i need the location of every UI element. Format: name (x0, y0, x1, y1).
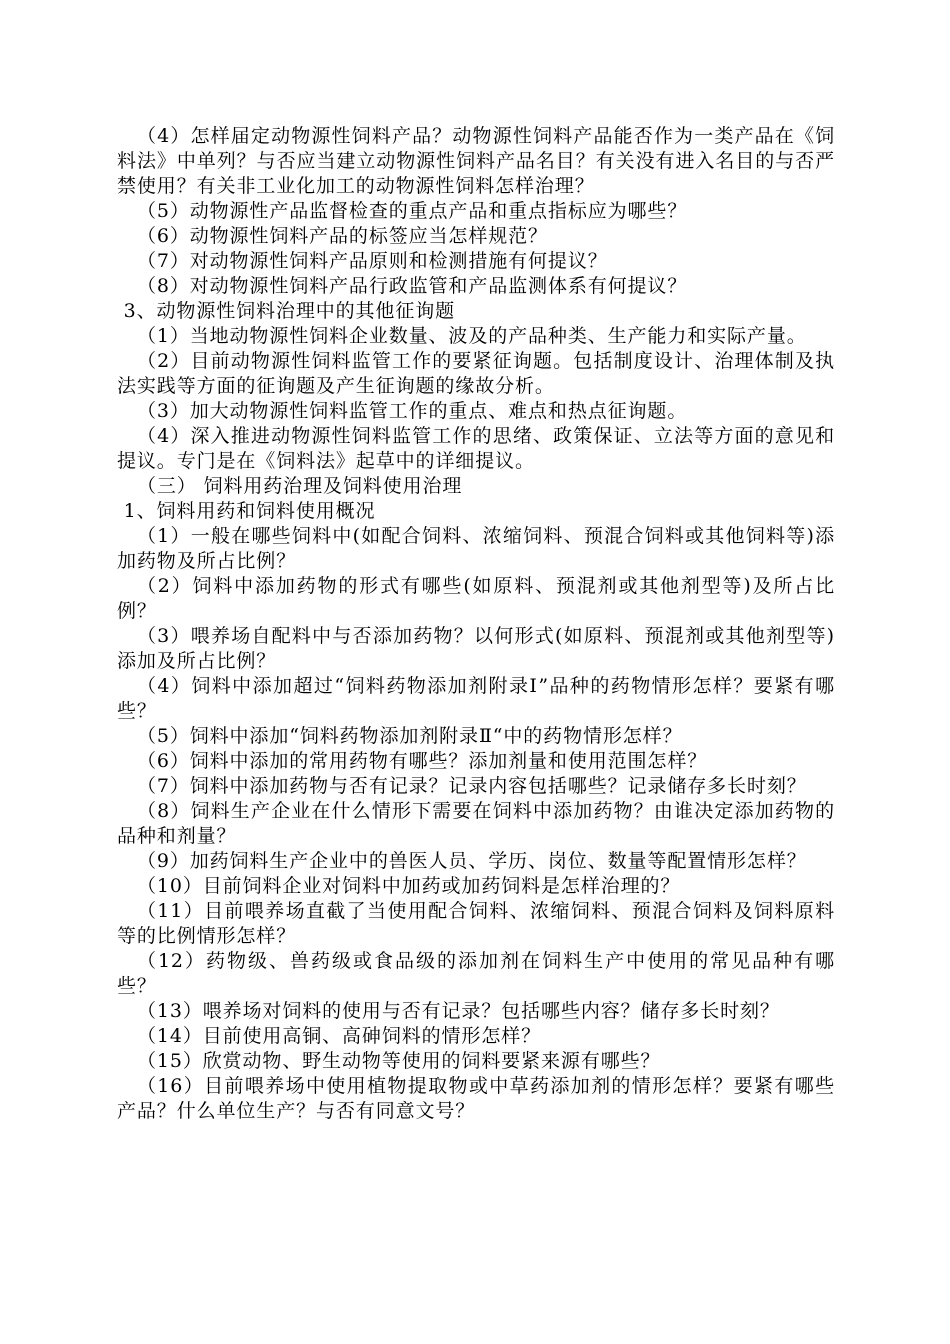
paragraph: （6）饲料中添加的常用药物有哪些？添加剂量和使用范围怎样？ (136, 750, 708, 772)
document-body (117, 124, 835, 1124)
paragraph: （9）加药饲料生产企业中的兽医人员、学历、岗位、数量等配置情形怎样？ (136, 850, 807, 872)
paragraph: （2）目前动物源性饲料监管工作的要紧征询题。包括制度设计、治理体制及执法实践等方面的征询题及产生征询题的缘故分析。 (117, 350, 835, 397)
paragraph: （1）当地动物源性饲料企业数量、波及的产品种类、生产能力和实际产量。 (136, 325, 807, 347)
section-heading: 3、动物源性饲料治理中的其他征询题 (123, 300, 456, 322)
paragraph: （10）目前饲料企业对饲料中加药或加药饲料是怎样治理的？ (136, 875, 681, 897)
paragraph: （8）饲料生产企业在什么情形下需要在饲料中添加药物？由谁决定添加药物的品种和剂量？ (117, 800, 835, 847)
paragraph: （1）一般在哪些饲料中(如配合饲料、浓缩饲料、预混合饲料或其他饲料等)添加药物及所占比例？ (117, 525, 835, 572)
paragraph: （7）饲料中添加药物与否有记录？记录内容包括哪些？记录储存多长时刻？ (136, 775, 807, 797)
paragraph: （15）欣赏动物、野生动物等使用的饲料要紧来源有哪些？ (136, 1050, 661, 1072)
section-heading: 1、饲料用药和饲料使用概况 (123, 500, 376, 522)
paragraph: （3）喂养场自配料中与否添加药物？以何形式(如原料、预混剂或其他剂型等) 添加及所占比例？ (117, 625, 835, 672)
paragraph: （13）喂养场对饲料的使用与否有记录？包括哪些内容？储存多长时刻？ (136, 1000, 780, 1022)
paragraph: （16）目前喂养场中使用植物提取物或中草药添加剂的情形怎样？要紧有哪些产品？什么单位生产？与否有同意文号？ (117, 1075, 835, 1122)
paragraph: （4）怎样届定动物源性饲料产品？动物源性饲料产品能否作为一类产品在《饲料法》中单列？与否应当建立动物源性饲料产品名目？有关没有进入名目的与否严禁使用？有关非工业化加工的动物源性饲料怎样治理？ (117, 125, 835, 197)
paragraph: （7）对动物源性饲料产品原则和检测措施有何提议？ (136, 250, 608, 272)
paragraph: （4）饲料中添加超过“饲料药物添加剂附录Ⅰ”品种的药物情形怎样？要紧有哪些？ (117, 675, 835, 722)
paragraph: （8）对动物源性饲料产品行政监管和产品监测体系有何提议？ (136, 275, 688, 297)
paragraph: （4）深入推进动物源性饲料监管工作的思绪、政策保证、立法等方面的意见和提议。专门是在《饲料法》起草中的详细提议。 (117, 425, 835, 472)
chapter-heading: （三） 饲料用药治理及饲料使用治理 (136, 475, 463, 497)
paragraph: （5）动物源性产品监督检查的重点产品和重点指标应为哪些？ (136, 200, 688, 222)
paragraph: （6）动物源性饲料产品的标签应当怎样规范？ (136, 225, 548, 247)
paragraph: （11）目前喂养场直截了当使用配合饲料、浓缩饲料、预混合饲料及饲料原料等的比例情形怎样？ (117, 900, 835, 947)
paragraph: （12）药物级、兽药级或食品级的添加剂在饲料生产中使用的常见品种有哪些？ (117, 950, 835, 997)
paragraph: （5）饲料中添加“饲料药物添加剂附录Ⅱ“中的药物情形怎样？ (136, 725, 683, 747)
paragraph: （2）饲料中添加药物的形式有哪些(如原料、预混剂或其他剂型等)及所占比例？ (117, 575, 835, 622)
paragraph: （14）目前使用高铜、高砷饲料的情形怎样？ (136, 1025, 542, 1047)
paragraph: （3）加大动物源性饲料监管工作的重点、难点和热点征询题。 (136, 400, 688, 422)
